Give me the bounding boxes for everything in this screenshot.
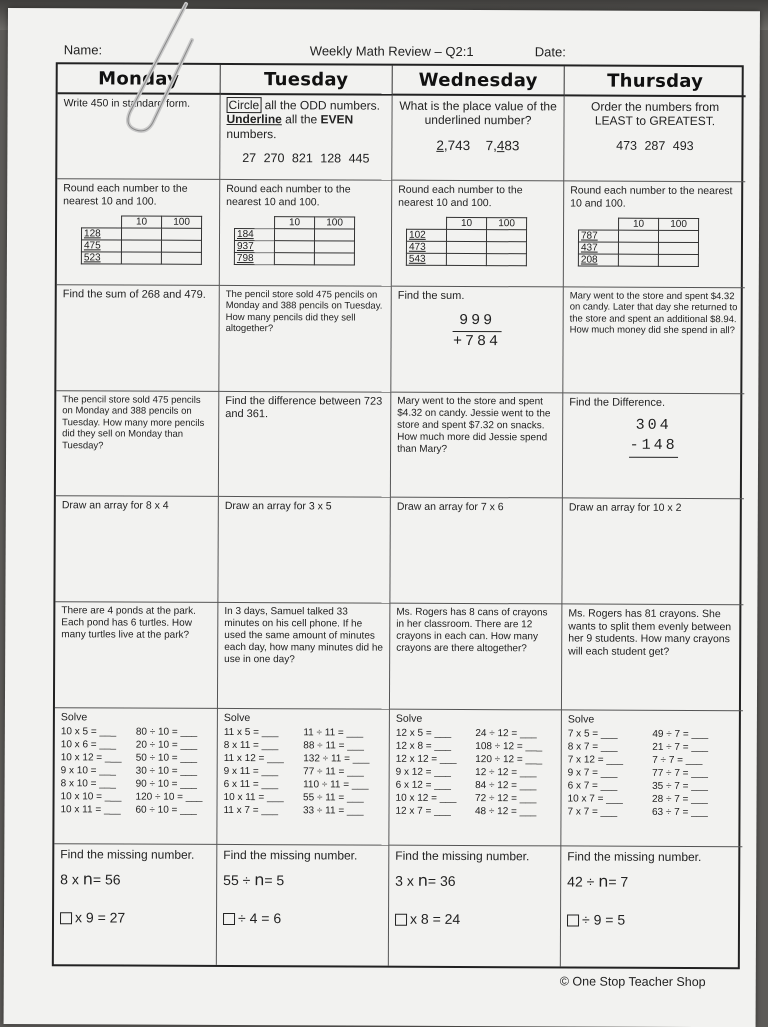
date-label: Date:	[534, 44, 566, 60]
paperclip-icon	[110, 0, 200, 140]
math-fact: 11 x 5 = ___	[223, 726, 279, 738]
answer-cell[interactable]	[121, 240, 161, 252]
math-fact: 10 x 11 = ___	[223, 791, 284, 803]
thursday-missing	[561, 846, 743, 967]
equation-part: = 36	[427, 873, 456, 890]
tuesday-array[interactable]	[218, 497, 390, 604]
variable-n: n	[417, 871, 428, 891]
equation-part: = 56	[92, 871, 121, 888]
thursday-rounding	[564, 181, 745, 288]
math-fact: 12 x 8 = ___	[395, 740, 452, 752]
equation-n	[567, 872, 736, 892]
tuesday-pencils	[219, 286, 391, 393]
equation-part: ÷ 9 = 5	[581, 911, 626, 928]
answer-cell[interactable]	[658, 231, 698, 243]
tuesday-rounding	[220, 180, 392, 287]
equation-part: 3 x	[395, 873, 418, 890]
math-fact: 88 ÷ 11 = ___	[303, 739, 364, 752]
answer-cell[interactable]	[618, 230, 658, 242]
wednesday-rounding	[392, 181, 564, 288]
number-cell: 475	[81, 240, 121, 252]
tuesday-odd-even	[220, 95, 392, 181]
monday-sum-word	[56, 285, 219, 392]
answer-cell[interactable]	[618, 254, 658, 266]
variable-n: n	[254, 870, 265, 890]
number-pair	[398, 137, 557, 154]
math-fact: 9 x 11 = ___	[223, 765, 279, 777]
number-cell: 102	[406, 229, 446, 241]
math-fact: 11 x 7 = ___	[223, 804, 279, 816]
circle-word: Circle	[227, 97, 262, 113]
day-header-wednesday: Wednesday	[393, 66, 565, 97]
number-cell: 128	[81, 228, 121, 240]
answer-cell[interactable]	[314, 253, 354, 265]
prompt-text: Draw an array for 3 x 5	[224, 499, 332, 513]
math-fact: 20 ÷ 10 = ___	[135, 739, 198, 751]
prompt-text: Ms. Rogers has 8 cans of crayons in her classroom. There are 12 crayons in each can. How many crayons are there altogether?	[396, 606, 548, 655]
prompt-text: Find the Difference.	[569, 396, 666, 409]
number-part: 83	[504, 137, 520, 154]
math-fact: 120 ÷ 12 = ___	[475, 753, 543, 765]
blank-box[interactable]	[60, 912, 72, 924]
rounding-table	[406, 217, 527, 267]
number-part: 7,	[485, 137, 497, 153]
solve-label: Solve	[223, 711, 251, 725]
math-fact: 11 x 12 = ___	[223, 752, 284, 764]
math-fact: 30 ÷ 10 = ___	[135, 765, 198, 777]
review-grid	[52, 62, 744, 969]
math-fact: 8 x 7 = ___	[567, 741, 618, 753]
prompt-text: Order the numbers from LEAST to GREATEST.	[591, 99, 720, 129]
prompt-text: There are 4 ponds at the park. Each pond has 6 turtles. How many turtles live at the park?	[61, 605, 196, 641]
monday-missing	[54, 844, 218, 965]
answer-cell[interactable]	[446, 242, 486, 254]
prompt-text: Find the difference between 723 and 361.	[225, 394, 383, 421]
prompt-text: In 3 days, Samuel talked 33 minutes on his cell phone. If he used the same amount of minutes each day, how many minutes did he use in one day?	[224, 605, 384, 666]
math-fact: 120 ÷ 10 = ___	[135, 791, 203, 803]
prompt-text: Draw an array for 10 x 2	[568, 501, 682, 514]
answer-cell[interactable]	[658, 243, 698, 255]
solve-label: Solve	[60, 711, 88, 724]
math-fact: 21 ÷ 7 = ___	[652, 741, 709, 753]
math-fact: 10 x 12 = ___	[60, 751, 122, 764]
blank-box[interactable]	[395, 914, 407, 926]
answer-cell[interactable]	[446, 254, 486, 266]
number-part: ,743	[443, 137, 471, 153]
missing-label: Find the missing number.	[567, 849, 702, 865]
number-cell: 798	[234, 253, 274, 265]
copyright-footer: © One Stop Teacher Shop	[559, 974, 706, 990]
math-fact: 6 x 11 = ___	[223, 778, 279, 790]
fact-list	[223, 727, 382, 818]
answer-cell[interactable]	[618, 242, 658, 254]
number-cell: 473	[406, 241, 446, 253]
equation-part: ÷ 4 = 6	[237, 909, 282, 926]
day-header-monday: Monday	[58, 64, 221, 95]
worksheet-title: Weekly Math Review – Q2:1	[309, 43, 474, 60]
wednesday-solve	[389, 710, 562, 847]
math-fact: 28 ÷ 7 = ___	[652, 793, 708, 805]
column-header: 100	[659, 219, 699, 231]
math-fact: 12 x 5 = ___	[395, 727, 452, 739]
rounding-table	[234, 216, 355, 266]
math-fact: 12 x 12 = ___	[395, 753, 457, 765]
thursday-money	[563, 287, 744, 394]
prompt-text: Round each number to the nearest 10 and 100.	[398, 183, 523, 209]
prompt-text: What is the place value of the underlined number?	[399, 98, 557, 128]
equation-n	[60, 870, 210, 890]
wednesday-missing	[389, 846, 562, 967]
math-fact: 77 ÷ 7 = ___	[652, 767, 709, 779]
prompt-text: Mary went to the store and spent $4.32 on candy. Jessie went to the store and spent $7.32 on snacks. How much more did Jessie spend than Mary?	[397, 395, 551, 455]
answer-cell[interactable]	[121, 228, 161, 240]
math-fact: 7 x 7 = ___	[567, 806, 618, 818]
math-fact: 6 x 7 = ___	[567, 780, 618, 792]
wednesday-crayons	[390, 604, 562, 711]
thursday-crayons	[562, 604, 743, 711]
math-fact: 10 x 12 = ___	[395, 792, 457, 804]
prompt-text: Round each number to the nearest 10 and 100.	[570, 184, 733, 210]
math-fact: 7 ÷ 7 = ___	[652, 754, 703, 766]
math-fact: 49 ÷ 7 = ___	[652, 728, 709, 740]
answer-cell[interactable]	[486, 254, 526, 266]
bottom-number: +784	[453, 331, 501, 352]
top-number: 999	[459, 312, 496, 330]
answer-cell[interactable]	[161, 252, 201, 264]
column-header: 10	[619, 218, 659, 230]
math-fact: 12 x 7 = ___	[395, 805, 451, 817]
math-fact: 7 x 5 = ___	[567, 728, 618, 740]
number-list: 27 270 821 128 445	[242, 151, 370, 166]
column-header: 100	[315, 217, 355, 229]
column-header: 10	[275, 217, 315, 229]
thursday-array[interactable]	[562, 498, 743, 605]
solve-label: Solve	[395, 712, 423, 725]
math-fact: 10 x 7 = ___	[567, 793, 623, 805]
equation-part: = 7	[608, 874, 629, 891]
math-fact: 33 ÷ 11 = ___	[302, 804, 364, 817]
number-cell: 787	[578, 230, 618, 242]
blank-box[interactable]	[567, 914, 579, 926]
equation-n	[395, 871, 554, 891]
answer-cell[interactable]	[161, 240, 201, 252]
equation-part: 42 ÷	[567, 873, 599, 890]
math-fact: 8 x 11 = ___	[223, 739, 279, 751]
math-fact: 12 ÷ 12 = ___	[475, 766, 537, 778]
equation-box	[223, 910, 382, 927]
monday-solve	[54, 708, 218, 845]
fact-list	[567, 728, 736, 819]
thursday-difference	[563, 393, 744, 499]
answer-cell[interactable]	[486, 242, 526, 254]
prompt-text: The pencil store sold 475 pencils on Monday and 388 pencils on Tuesday. How many pencils did they sell altogether?	[225, 288, 383, 335]
worksheet-page	[4, 8, 760, 1027]
math-fact: 80 ÷ 10 = ___	[135, 726, 198, 738]
equation-box	[567, 911, 736, 929]
number-cell: 208	[578, 254, 618, 266]
answer-cell[interactable]	[121, 252, 161, 264]
math-fact: 6 x 12 = ___	[395, 779, 451, 791]
number-cell: 437	[578, 242, 618, 254]
variable-n: n	[598, 871, 609, 892]
equation-box	[395, 910, 554, 927]
answer-cell[interactable]	[274, 241, 314, 253]
prompt-text: Draw an array for 8 x 4	[61, 499, 169, 512]
prompt-text: Find the sum of 268 and 479.	[62, 288, 206, 301]
equation-part: x 8 = 24	[409, 910, 461, 927]
math-fact: 72 ÷ 12 = ___	[475, 792, 537, 804]
thursday-solve	[561, 710, 743, 847]
day-header-tuesday: Tuesday	[221, 65, 393, 96]
rounding-table	[578, 218, 699, 268]
number-list: 473 287 493	[616, 138, 694, 153]
math-fact: 108 ÷ 12 = ___	[475, 740, 543, 752]
fact-list	[60, 726, 210, 817]
equation-part: = 5	[264, 872, 285, 889]
number-cell: 543	[406, 253, 446, 265]
tuesday-solve	[217, 709, 390, 846]
math-fact: 9 x 12 = ___	[395, 766, 452, 778]
bottom-number: -148	[630, 436, 678, 457]
equation-n	[223, 870, 382, 890]
prompt-text: numbers.	[226, 126, 277, 141]
prompt-text: Write 450 in standard form.	[63, 97, 191, 110]
math-fact: 7 x 12 = ___	[567, 754, 624, 766]
math-fact: 10 x 5 = ___	[60, 725, 117, 738]
tuesday-difference	[219, 392, 391, 498]
missing-label: Find the missing number.	[60, 847, 195, 862]
prompt-text: all the ODD numbers.	[261, 98, 380, 113]
even-word: EVEN	[320, 112, 354, 127]
top-number: 304	[635, 416, 672, 435]
prompt-text: Find the sum.	[397, 289, 465, 302]
answer-cell[interactable]	[314, 229, 354, 241]
underlined-digit: 4	[496, 137, 505, 153]
math-fact: 132 ÷ 11 = ___	[303, 752, 370, 765]
underlined-digit: 2	[436, 137, 444, 153]
wednesday-sum	[391, 287, 563, 394]
math-fact: 50 ÷ 10 = ___	[135, 752, 198, 764]
solve-label: Solve	[567, 713, 595, 726]
math-fact: 11 ÷ 11 = ___	[303, 726, 364, 739]
missing-label: Find the missing number.	[395, 848, 530, 864]
math-fact: 55 ÷ 11 = ___	[303, 791, 364, 804]
fact-list	[395, 727, 554, 818]
math-fact: 110 ÷ 11 = ___	[303, 778, 369, 791]
math-fact: 9 x 7 = ___	[567, 767, 618, 779]
tuesday-missing	[217, 845, 390, 966]
monday-array[interactable]	[55, 496, 218, 603]
prompt-text: all the	[281, 112, 321, 127]
equation-box	[60, 909, 210, 926]
math-fact: 77 ÷ 11 = ___	[303, 765, 364, 778]
day-header-thursday: Thursday	[565, 66, 746, 97]
math-fact: 63 ÷ 7 = ___	[651, 806, 708, 818]
column-header: 10	[447, 218, 487, 230]
thursday-ordering	[564, 96, 745, 182]
tuesday-minutes	[218, 603, 390, 710]
monday-pencils-diff	[56, 391, 219, 497]
variable-n: n	[82, 869, 93, 889]
math-fact: 8 x 10 = ___	[60, 777, 116, 790]
monday-rounding	[57, 179, 220, 286]
answer-cell[interactable]	[274, 253, 314, 265]
equation-part: x 9 = 27	[75, 908, 126, 926]
prompt-text: Mary went to the store and spent $4.32 on candy. Later that day she returned to the store and spent an additional $8.94. How much money did she spend in all?	[569, 290, 738, 337]
answer-cell[interactable]	[658, 255, 698, 267]
answer-cell[interactable]	[446, 230, 486, 242]
column-header: 10	[122, 216, 162, 228]
math-fact: 90 ÷ 10 = ___	[135, 778, 198, 790]
math-fact: 48 ÷ 12 = ___	[474, 805, 537, 817]
equation-part: 55 ÷	[223, 872, 255, 889]
rounding-table	[81, 216, 202, 266]
prompt-text: Ms. Rogers has 81 crayons. She wants to split them evenly between her 9 students. How many crayons will each student get?	[568, 607, 732, 658]
math-fact: 35 ÷ 7 = ___	[652, 780, 708, 792]
math-fact: 9 x 10 = ___	[60, 764, 117, 777]
prompt-text: The pencil store sold 475 pencils on Monday and 388 pencils on Tuesday. How many more pencils did they sell on Monday than Tuesday?	[62, 394, 205, 451]
prompt-text: Round each number to the nearest 10 and 100.	[226, 182, 351, 208]
answer-cell[interactable]	[486, 230, 526, 242]
vertical-subtraction	[569, 416, 738, 458]
math-fact: 10 x 10 = ___	[60, 790, 122, 803]
column-header: 100	[162, 216, 202, 228]
blank-box[interactable]	[223, 913, 235, 925]
wednesday-money-diff	[391, 393, 563, 499]
number-cell: 184	[234, 229, 274, 241]
answer-cell[interactable]	[161, 228, 201, 240]
answer-cell[interactable]	[274, 229, 314, 241]
number-cell: 523	[81, 252, 121, 264]
missing-label: Find the missing number.	[223, 847, 358, 863]
column-header: 100	[487, 218, 527, 230]
math-fact: 84 ÷ 12 = ___	[475, 779, 537, 791]
monday-turtles	[55, 602, 218, 709]
prompt-text: Draw an array for 7 x 6	[396, 500, 504, 514]
answer-cell[interactable]	[314, 241, 354, 253]
name-label: Name:	[63, 42, 103, 58]
math-fact: 24 ÷ 12 = ___	[475, 727, 537, 739]
wednesday-array[interactable]	[390, 498, 562, 605]
math-fact: 60 ÷ 10 = ___	[135, 804, 197, 816]
vertical-addition	[398, 311, 557, 353]
prompt-text: Round each number to the nearest 10 and 100.	[63, 182, 188, 208]
number-cell: 937	[234, 241, 274, 253]
underline-word: Underline	[226, 112, 282, 127]
wednesday-place-value	[392, 96, 564, 182]
equation-part: 8 x	[60, 871, 83, 888]
math-fact: 10 x 6 = ___	[60, 738, 117, 751]
math-fact: 10 x 11 = ___	[60, 803, 121, 816]
